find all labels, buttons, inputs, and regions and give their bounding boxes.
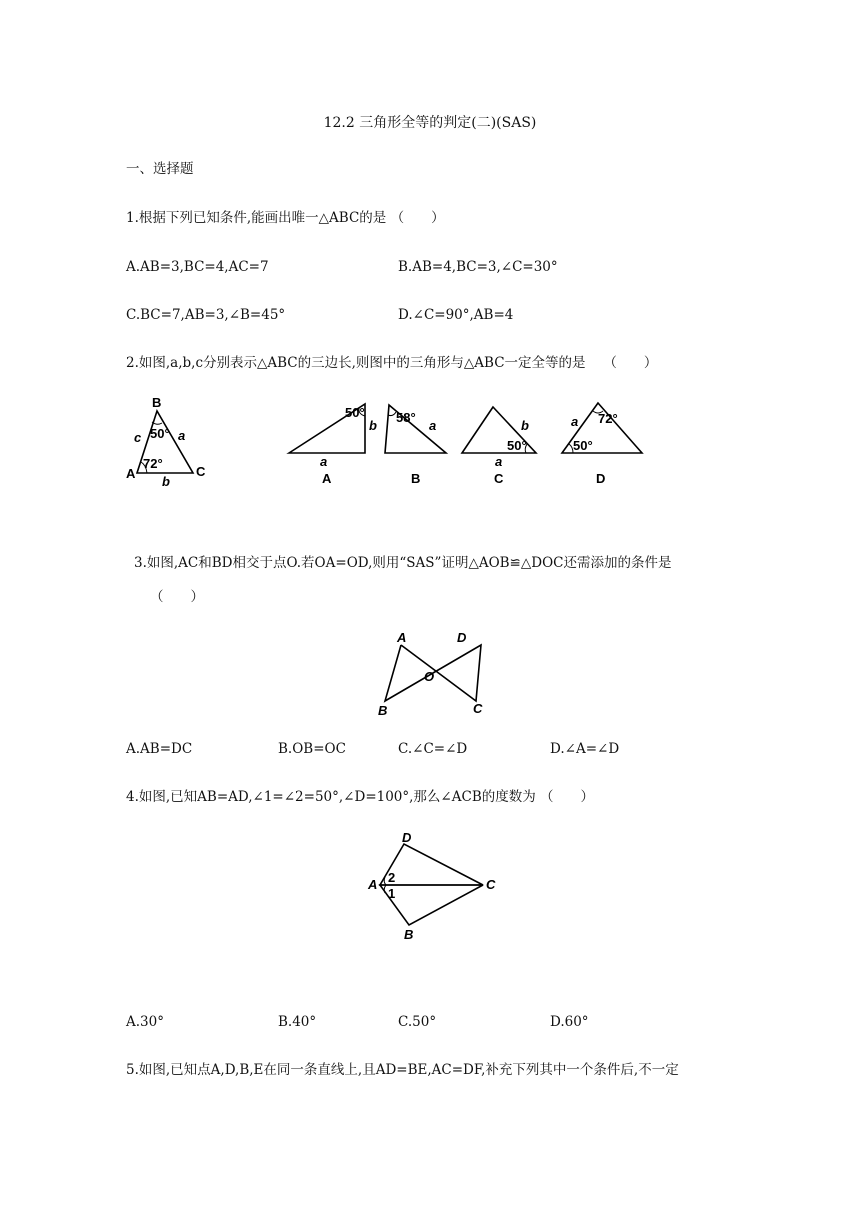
- question-1-stem: 1.根据下列已知条件,能画出唯一△ABC的是 （ ）: [126, 210, 445, 226]
- q3-option-d[interactable]: D.∠A=∠D: [550, 741, 620, 757]
- q4-option-d[interactable]: D.60°: [550, 1014, 589, 1030]
- q4-label-b: B: [404, 927, 414, 942]
- q3-label-d: D: [457, 630, 467, 645]
- choice-triangle-b: [385, 405, 446, 486]
- choice-d-angle-top: 72°: [598, 411, 618, 426]
- choice-a-angle: 50°: [345, 405, 365, 420]
- q3-label-c: C: [473, 701, 483, 716]
- q3-option-b[interactable]: B.OB=OC: [278, 741, 346, 757]
- choice-d-angle-base: 50°: [573, 438, 593, 453]
- ref-side-c: c: [134, 430, 142, 445]
- q4-figure: [0, 825, 860, 945]
- q4-label-c: C: [486, 877, 496, 892]
- choice-c-angle: 50°: [507, 438, 527, 453]
- q3-figure: [0, 625, 860, 725]
- q2-figures: [0, 390, 860, 520]
- q4-label-a: A: [368, 877, 378, 892]
- q4-option-c[interactable]: C.50°: [398, 1014, 437, 1030]
- q3-label-b: B: [378, 703, 388, 718]
- page-title: 12.2 三角形全等的判定(二)(SAS): [323, 115, 537, 131]
- choice-c-side-b: b: [521, 418, 529, 433]
- question-5-stem: 5.如图,已知点A,D,B,E在同一条直线上,且AD=BE,AC=DF,补充下列其中一个条件后,不一定: [126, 1062, 679, 1078]
- choice-triangle-a: [289, 404, 377, 486]
- q4-angle-2: 2: [388, 870, 396, 885]
- q4-option-a[interactable]: A.30°: [126, 1014, 164, 1030]
- ref-label-b: B: [152, 395, 162, 410]
- ref-side-a: a: [178, 428, 186, 443]
- choice-b-side: a: [429, 418, 437, 433]
- choice-a-label: A: [322, 471, 332, 486]
- ref-angle-b: 50°: [150, 426, 170, 441]
- question-3-stem: 3.如图,AC和BD相交于点O.若OA=OD,则用“SAS”证明△AOB≌△DOC还需添加的条件是: [134, 555, 672, 571]
- question-3-paren: （ ）: [150, 589, 204, 605]
- q4-angle-1: 1: [388, 886, 396, 901]
- choice-b-label: B: [411, 471, 421, 486]
- q1-option-c[interactable]: C.BC=7,AB=3,∠B=45°: [126, 307, 286, 323]
- ref-label-a: A: [126, 466, 136, 481]
- ref-side-b: b: [162, 474, 170, 489]
- choice-c-side-a: a: [495, 454, 503, 469]
- question-4-stem: 4.如图,已知AB=AD,∠1=∠2=50°,∠D=100°,那么∠ACB的度数为 （ ）: [126, 789, 595, 805]
- choice-a-side-b: b: [369, 418, 377, 433]
- q3-label-a: A: [397, 630, 407, 645]
- ref-label-c: C: [196, 464, 206, 479]
- q1-option-d[interactable]: D.∠C=90°,AB=4: [398, 307, 514, 323]
- reference-triangle-abc: [126, 395, 206, 489]
- choice-c-label: C: [494, 471, 504, 486]
- section-heading: 一、选择题: [126, 161, 194, 177]
- choice-a-side-a: a: [320, 454, 328, 469]
- choice-triangle-d: [562, 403, 642, 486]
- choice-d-side: a: [571, 414, 579, 429]
- choice-triangle-c: [462, 407, 536, 486]
- ref-angle-a: 72°: [143, 456, 163, 471]
- q4-label-d: D: [402, 830, 412, 845]
- q3-label-o: O: [424, 669, 435, 684]
- choice-d-label: D: [596, 471, 606, 486]
- q1-option-b[interactable]: B.AB=4,BC=3,∠C=30°: [398, 259, 558, 275]
- choice-b-angle: 58°: [396, 410, 416, 425]
- question-2-stem: 2.如图,a,b,c分别表示△ABC的三边长,则图中的三角形与△ABC一定全等的是 （ ）: [126, 355, 658, 371]
- q3-option-a[interactable]: A.AB=DC: [126, 741, 193, 757]
- q3-option-c[interactable]: C.∠C=∠D: [398, 741, 468, 757]
- q4-option-b[interactable]: B.40°: [278, 1014, 317, 1030]
- q1-option-a[interactable]: A.AB=3,BC=4,AC=7: [126, 259, 269, 275]
